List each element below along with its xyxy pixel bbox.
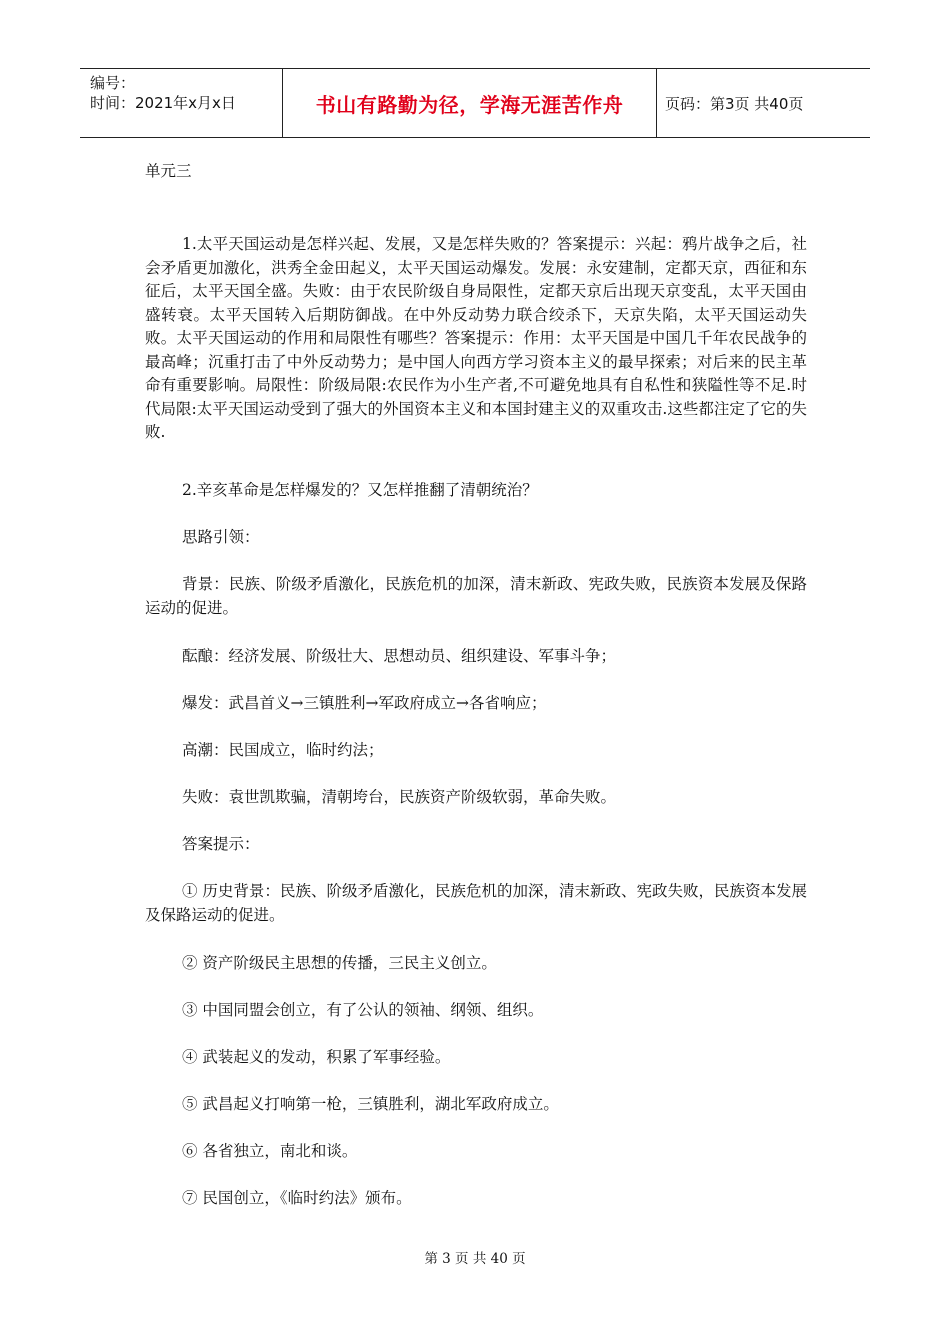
paragraph-background: 背景：民族、阶级矛盾激化，民族危机的加深，清末新政、宪政失败，民族资本发展及保路运动的促进。 — [145, 575, 807, 617]
header-right-cell — [657, 69, 878, 137]
paragraph-brewing: 酝酿：经济发展、阶级壮大、思想动员、组织建设、军事斗争； — [182, 647, 617, 665]
list-item: ⑦ 民国创立，《临时约法》颁布。 — [182, 1189, 412, 1207]
page-header — [80, 68, 870, 138]
list-item: ⑤ 武昌起义打响第一枪，三镇胜利，湖北军政府成立。 — [182, 1095, 559, 1113]
section-title: 单元三 — [145, 162, 192, 180]
list-item: ⑥ 各省独立，南北和谈。 — [182, 1142, 358, 1160]
list-item: ④ 武装起义的发动，积累了军事经验。 — [182, 1048, 451, 1066]
header-motto-cell — [282, 69, 657, 137]
page-info: 页码：第3页 共40页 — [665, 94, 804, 113]
header-left-cell — [80, 69, 282, 137]
list-item: ① 历史背景：民族、阶级矛盾激化，民族危机的加深，清末新政、宪政失败，民族资本发展及保路运动的促进。 — [145, 882, 807, 924]
list-item: ② 资产阶级民主思想的传播，三民主义创立。 — [182, 954, 497, 972]
paragraph-failure: 失败：袁世凯欺骗，清朝垮台，民族资产阶级软弱，革命失败。 — [182, 788, 617, 806]
paragraph-q1: 1.太平天国运动是怎样兴起、发展，又是怎样失败的？答案提示：兴起：鸦片战争之后，社会矛盾更加激化，洪秀全金田起义，太平天国运动爆发。发展：永安建制，定都天京，西征和东征后，太平天国全盛。失败：由于农民阶级自身局限性，定都天京后出现天京变乱，太平天国由盛转衰。太平天国转入后期防御战。在中外反动势力联合绞杀下，天京失陷，太平天国运动失败。太平天国运动的作用和局限性有哪些？答案提示：作用：太平天国是中国几千年农民战争的最高峰；沉重打击了中外反动势力；是中国人向西方学习资本主义的最早探索；对后来的民主革命有重要影响。局限性：阶级局限:农民作为小生产者,不可避免地具有自私性和狭隘性等不足.时代局限:太平天国运动受到了强大的外国资本主义和本国封建主义的双重攻击.这些都注定了它的失败. — [145, 235, 807, 441]
page-footer: 第 3 页 共 40 页 — [424, 1251, 526, 1267]
paragraph-guide: 思路引领： — [182, 528, 260, 546]
document-date: 时间：2021年x月x日 — [90, 94, 236, 112]
paragraph-q2: 2.辛亥革命是怎样爆发的？又怎样推翻了清朝统治？ — [182, 481, 538, 499]
list-item: ③ 中国同盟会创立，有了公认的领袖、纲领、组织。 — [182, 1001, 544, 1019]
paragraph-outbreak: 爆发：武昌首义→三镇胜利→军政府成立→各省响应； — [182, 694, 547, 712]
paragraph-climax: 高潮：民国成立，临时约法； — [182, 741, 384, 759]
paragraph-answer-label: 答案提示： — [182, 835, 260, 853]
motto: 书山有路勤为径，学海无涯苦作舟 — [315, 92, 624, 117]
document-number-label: 编号： — [90, 74, 136, 92]
